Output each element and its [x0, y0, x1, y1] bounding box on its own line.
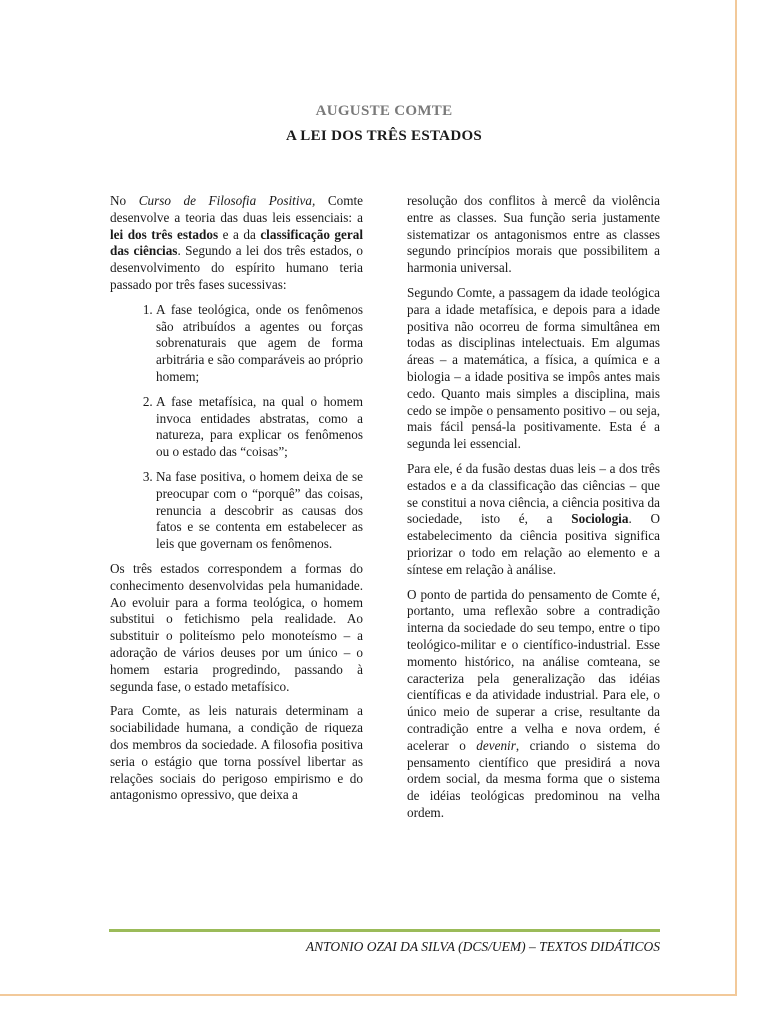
intro-paragraph: No Curso de Filosofia Positiva, Comte desenvolve a teoria das duas leis essenciais: a lei dos três estados e a da classificação geral das ciências. Segundo a lei dos três estados, o desenvolvimento do espírito humano teria passado por três fases sucessivas: — [110, 193, 364, 292]
footer-rule — [109, 929, 660, 932]
page-title: A LEI DOS TRÊS ESTADOS — [285, 128, 483, 144]
footer-credit: ANTONIO OZAI DA SILVA (DCS/UEM) – TEXTOS DIDÁTICOS — [305, 939, 660, 954]
list-item: 1. A fase teológica, onde os fenômenos são atribuídos a agentes ou forças sobrenaturais que agem de forma arbitrária e são comparáveis ao próprio homem; — [156, 302, 363, 386]
paragraph: Os três estados correspondem a formas do conhecimento desenvolvidas pela humanidade. Ao evoluir para a forma teológica, o homem substitui o fetichismo pela realidade. Ao substituir o politeísmo pelo monoteísmo – a adoração de vários deuses por um único – o homem estaria progredindo, passando à segunda fase, o estado metafísico. — [110, 560, 363, 694]
paragraph: Segundo Comte, a passagem da idade teológica para a idade metafísica, e depois para a idade positiva não ocorreu de forma simultânea em todas as disciplinas intelectuais. Em algumas áreas – a matemática, a física, a química e a biologia – a idade positiva se impôs antes mais cedo. Quanto mais simples a disciplina, mais cedo se impõe o pensamento positivo – ou seja, mais fácil pensá-la positivamente. Esta é a segunda lei essencial. — [407, 284, 660, 452]
paragraph: O ponto de partida do pensamento de Comte é, portanto, uma reflexão sobre a contradição interna da sociedade do seu tempo, entre o tipo teológico-militar e o científico-industrial. Esse momento histórico, na análise comteana, se caracteriza pela generalização das idéias científicas e da atividade industrial. Para ele, o único meio de superar a crise, resultante da contradição entre a velha e nova ordem, é acelerar o devenir, criando o sistema do pensamento científico que presidirá a nova ordem social, da mesma forma que o sistema de idéias teológicas predominou na velha ordem. — [407, 586, 660, 820]
paragraph: Para Comte, as leis naturais determinam a sociabilidade humana, a condição de riqueza dos membros da sociedade. A filosofia positiva seria o estágio que torna possível libertar as relações sociais do perigoso empirismo e do antagonismo opressivo, que deixa a — [110, 703, 363, 803]
paragraph: resolução dos conflitos à mercê da violência entre as classes. Sua função seria justamente sistematizar os antagonismos entre as classes segundo princípios morais que possibilitem a harmonia universal. — [407, 193, 660, 276]
three-phases-list — [110, 302, 363, 553]
author-heading: AUGUSTE COMTE — [315, 103, 453, 119]
list-item: 2. A fase metafísica, na qual o homem invoca entidades abstratas, como a natureza, para explicar os fenômenos ou o estado das “coisas”; — [156, 394, 363, 461]
list-item: 3. Na fase positiva, o homem deixa de se preocupar com o “porquê” das coisas, renuncia a descobrir as causas dos fatos e se contenta em estabelecer as leis que governam os fenômenos. — [156, 469, 363, 553]
right-column — [407, 193, 660, 830]
left-column — [110, 193, 363, 812]
paragraph: Para ele, é da fusão destas duas leis – a dos três estados e a da classificação das ciências – que se constitui a nova ciência, a ciência positiva da sociedade, isto é, a Sociologia. O estabelecimento da ciência positiva significa priorizar o todo em relação ao elemento e a síntese em relação à análise. — [407, 460, 660, 577]
